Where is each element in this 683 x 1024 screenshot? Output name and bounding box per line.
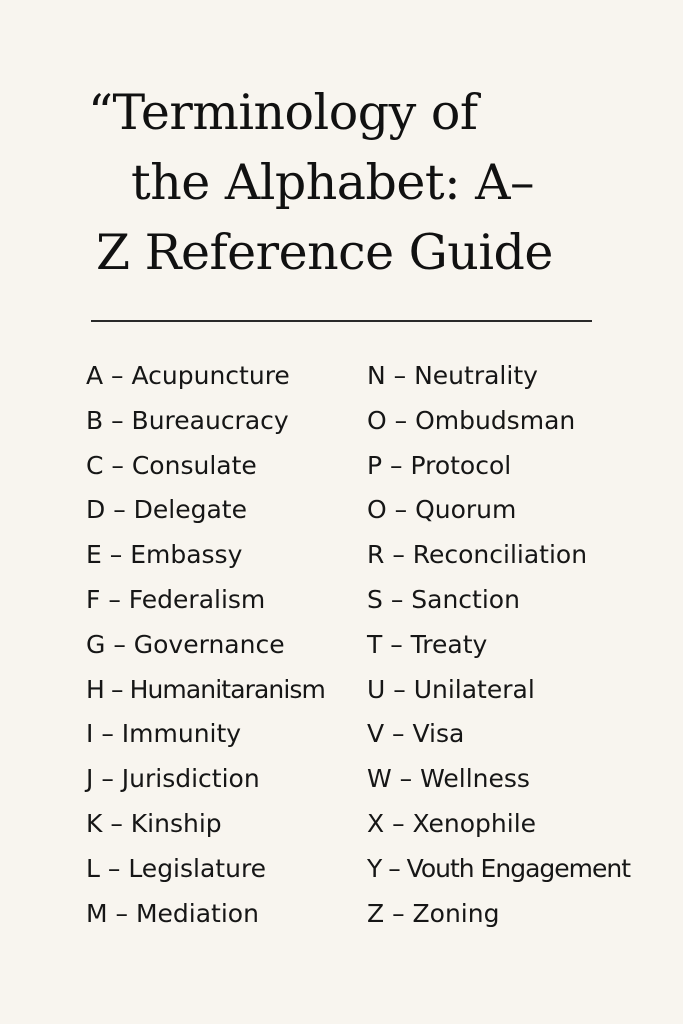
term-item-z: Z – Zoning [367,898,500,928]
term-item-v: V – Visa [367,719,465,749]
term-item-s: S – Sanction [367,584,520,614]
term-item-q: O – Quorum [367,495,517,525]
title-line-1: “Terminology of [88,84,478,141]
title-line-2: the Alphabet: A– [131,154,535,211]
term-item-j: J – Jurisdiction [86,764,260,794]
title-divider [91,320,592,322]
title-line-3: Z Reference Guide [96,224,553,281]
term-item-m: M – Mediation [86,898,259,928]
term-item-b: B – Bureaucracy [86,405,289,435]
term-item-a: A – Acupuncture [86,361,290,390]
term-item-l: L – Legislature [86,853,267,883]
term-item-d: D – Delegate [86,495,247,525]
term-item-f: F – Federalism [86,584,266,614]
term-item-h: H – Humanitaranism [86,674,325,704]
term-item-g: G – Governance [86,629,285,659]
term-item-r: R – Reconciliation [367,540,588,570]
term-item-u: U – Unilateral [367,674,535,704]
term-item-c: C – Consulate [86,450,257,480]
term-list-right [367,354,667,936]
term-item-k: K – Kinship [86,808,222,838]
term-item-y: Y – Vouth Engagement [367,853,631,883]
term-item-e: E – Embassy [86,540,243,570]
term-item-t: T – Treaty [367,629,488,659]
term-item-p: P – Protocol [367,450,512,480]
term-item-x: X – Xenophile [367,808,537,838]
term-item-n: N – Neutrality [367,361,538,390]
term-item-w: W – Wellness [367,764,530,794]
term-item-i: I – Immunity [86,719,242,749]
term-item-o: O – Ombudsman [367,405,576,435]
term-list-left [86,354,358,936]
